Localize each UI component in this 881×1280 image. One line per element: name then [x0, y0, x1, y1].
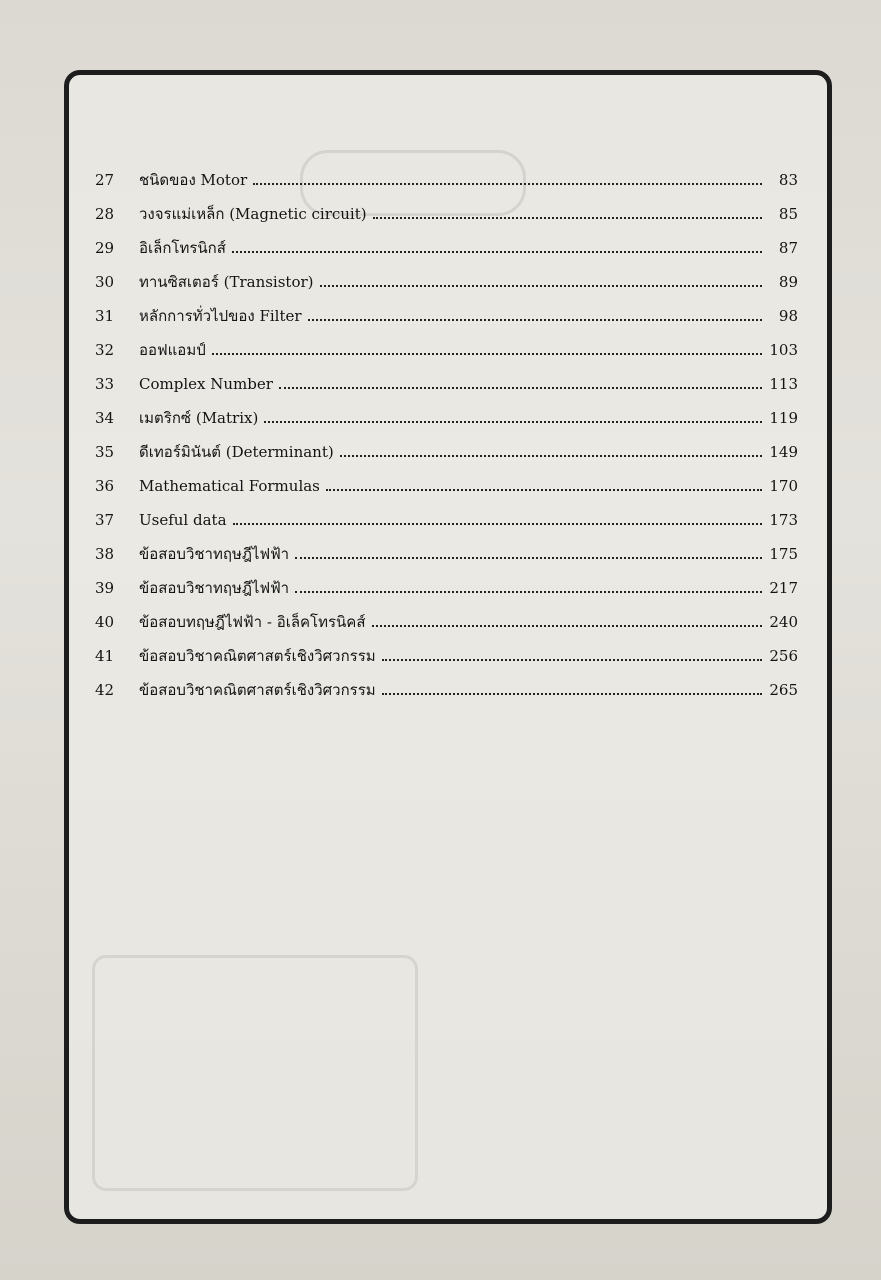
entry-title: ดีเทอร์มินันต์ (Determinant) [139, 443, 334, 461]
entry-page: 98 [778, 307, 798, 325]
entry-title: ชนิดของ Motor [139, 171, 248, 189]
entry-page: 240 [769, 613, 798, 631]
dot-leader [233, 522, 762, 525]
entry-page: 265 [769, 681, 798, 699]
entry-page: 113 [769, 375, 798, 393]
entry-page: 256 [769, 647, 798, 665]
entry-title: Useful data [139, 511, 227, 529]
dot-leader [308, 318, 762, 321]
entry-page: 170 [769, 477, 798, 495]
entry-number: 31 [95, 307, 115, 325]
toc-entry [95, 430, 798, 460]
toc-entry [95, 600, 798, 630]
entry-title: หลักการทั่วไปของ Filter [139, 307, 302, 325]
toc-entry [95, 396, 798, 426]
dot-leader [212, 352, 762, 355]
toc-entry [95, 464, 798, 494]
toc-entry [95, 668, 798, 698]
dot-leader [382, 658, 762, 661]
dot-leader [264, 420, 762, 423]
entry-number: 37 [95, 511, 115, 529]
entry-page: 87 [778, 239, 798, 257]
entry-title: ข้อสอบวิชาทฤษฎีไฟฟ้า [139, 579, 290, 597]
entry-number: 30 [95, 273, 115, 291]
dot-leader [320, 284, 762, 287]
dot-leader [326, 488, 762, 491]
entry-title: ข้อสอบวิชาคณิตศาสตร์เชิงวิศวกรรม [139, 647, 376, 665]
entry-title: ทานซิสเตอร์ (Transistor) [139, 273, 314, 291]
entry-number: 42 [95, 681, 115, 699]
toc-entry [95, 192, 798, 222]
toc-entry [95, 328, 798, 358]
toc-entry [95, 294, 798, 324]
entry-page: 83 [778, 171, 798, 189]
entry-number: 34 [95, 409, 115, 427]
entry-title: Mathematical Formulas [139, 477, 320, 495]
toc-entry [95, 532, 798, 562]
entry-number: 39 [95, 579, 115, 597]
entry-number: 36 [95, 477, 115, 495]
toc-entry [95, 634, 798, 664]
entry-page: 119 [769, 409, 798, 427]
dot-leader [373, 216, 762, 219]
entry-number: 35 [95, 443, 115, 461]
entry-number: 38 [95, 545, 115, 563]
entry-page: 103 [769, 341, 798, 359]
entry-number: 33 [95, 375, 115, 393]
entry-page: 217 [769, 579, 798, 597]
entry-page: 149 [769, 443, 798, 461]
entry-number: 40 [95, 613, 115, 631]
entry-number: 29 [95, 239, 115, 257]
entry-title: วงจรแม่เหล็ก (Magnetic circuit) [139, 205, 367, 223]
dot-leader [340, 454, 762, 457]
toc-entry [95, 498, 798, 528]
entry-page: 175 [769, 545, 798, 563]
dot-leader [372, 624, 763, 627]
entry-page: 173 [769, 511, 798, 529]
toc-entry [95, 260, 798, 290]
toc-entry [95, 566, 798, 596]
entry-page: 89 [778, 273, 798, 291]
entry-title: อิเล็กโทรนิกส์ [139, 239, 226, 257]
entry-title: ออฟแอมป์ [139, 341, 206, 359]
entry-number: 28 [95, 205, 115, 223]
entry-number: 41 [95, 647, 115, 665]
entry-title: ข้อสอบทฤษฎีไฟฟ้า - อิเล็คโทรนิคส์ [139, 613, 366, 631]
entry-title: เมตริกซ์ (Matrix) [139, 409, 259, 427]
entry-title: ข้อสอบวิชาคณิตศาสตร์เชิงวิศวกรรม [139, 681, 376, 699]
dot-leader [382, 692, 762, 695]
dot-leader [295, 556, 762, 559]
entry-title: ข้อสอบวิชาทฤษฎีไฟฟ้า [139, 545, 290, 563]
dot-leader [279, 386, 762, 389]
toc-entry [95, 158, 798, 188]
dot-leader [253, 182, 762, 185]
dot-leader [232, 250, 762, 253]
toc-entry [95, 362, 798, 392]
dot-leader [295, 590, 762, 593]
toc-entry [95, 226, 798, 256]
entry-number: 27 [95, 171, 115, 189]
entry-number: 32 [95, 341, 115, 359]
entry-title: Complex Number [139, 375, 273, 393]
show-through-stamp [92, 955, 418, 1191]
entry-page: 85 [778, 205, 798, 223]
